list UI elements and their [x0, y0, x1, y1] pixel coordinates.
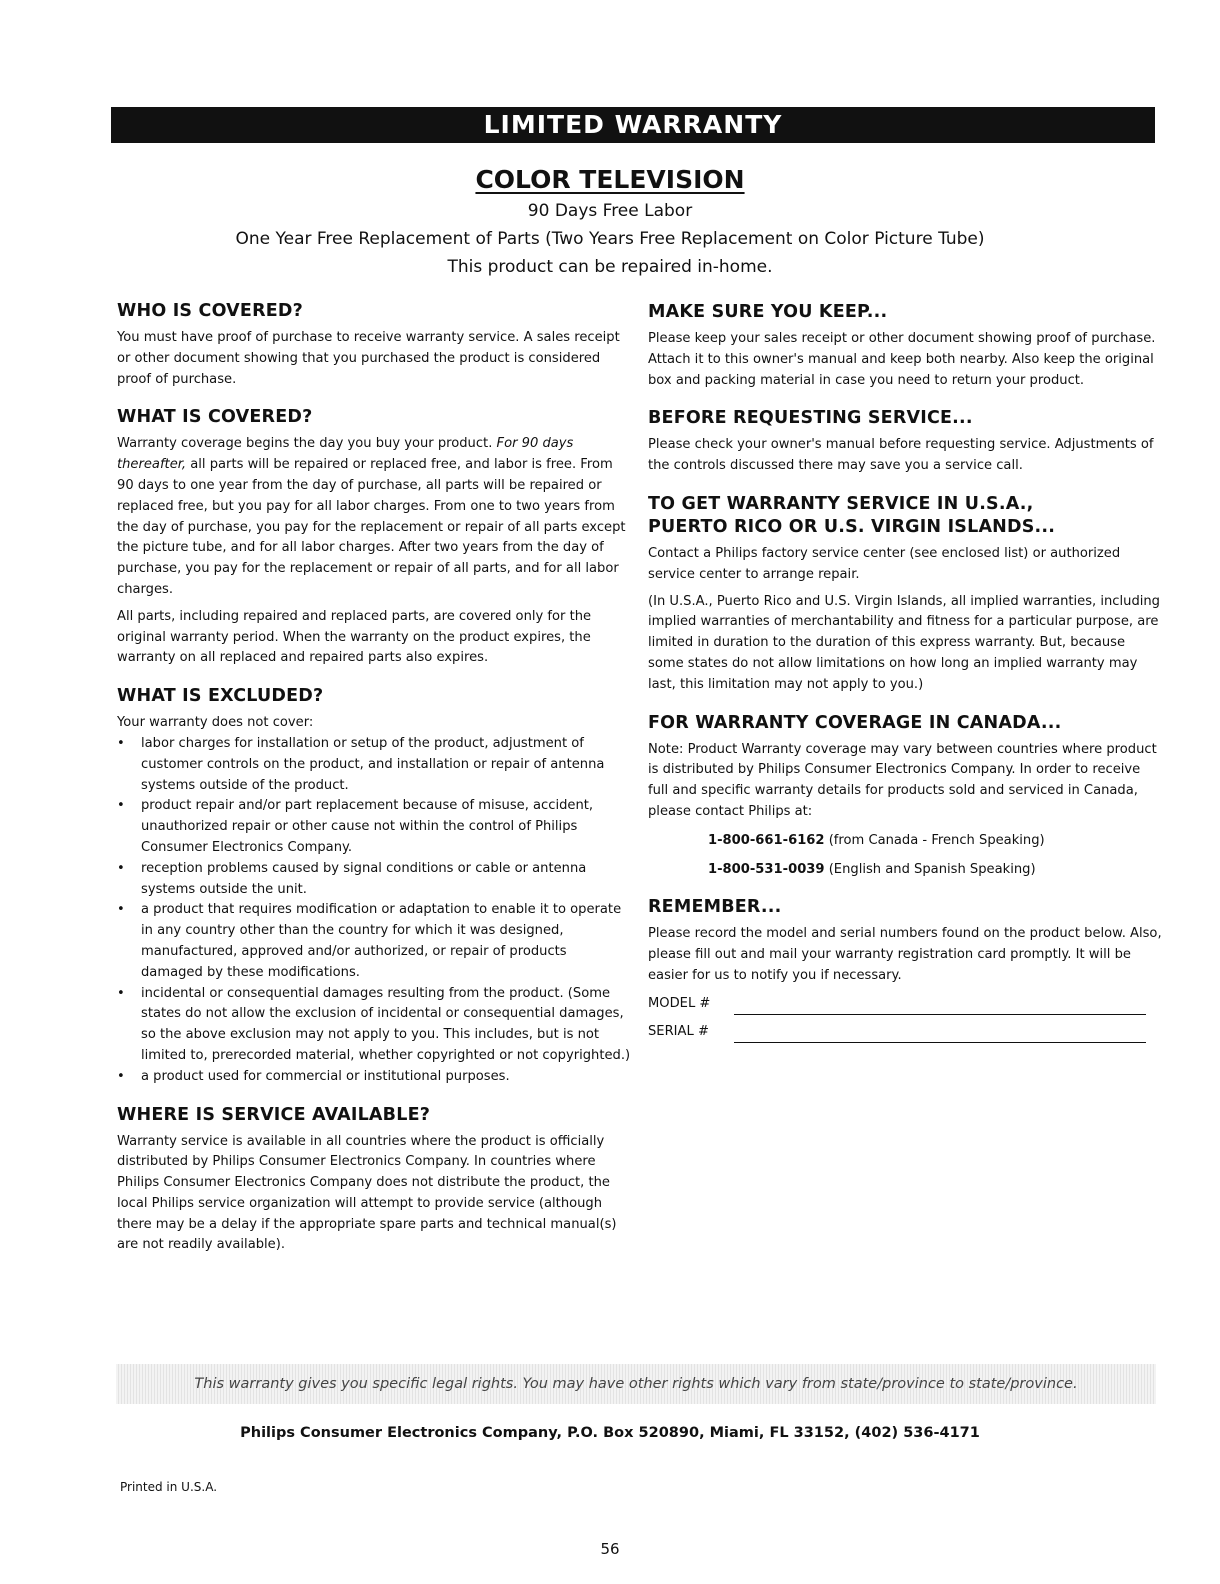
section-heading: WHAT IS COVERED?: [117, 407, 313, 428]
section-body: Warranty service is available in all countries where the product is officially distributed by Philips Consumer Electronics Company. In countries where Philips Consumer Electronics Company does not distribute the product, the local Philips service organization will attempt to provide service (although there may be a delay if the appropriate spare parts and technical manual(s) are not readily available).: [117, 1133, 617, 1253]
section-heading: WHO IS COVERED?: [117, 301, 303, 321]
heading-line: PUERTO RICO OR U.S. VIRGIN ISLANDS...: [648, 516, 1056, 537]
section-body: Contact a Philips factory service center (see enclosed list) or authorized service center to arrange repair.: [648, 545, 1121, 582]
canada-coverage-section: [648, 712, 1163, 881]
section-body: (In U.S.A., Puerto Rico and U.S. Virgin Islands, all implied warranties, including implied warranties of merchantability and fitness for a particular purpose, are limited in duration to the duration of this express warranty. But, because some states do not allow limitations on how long an implied warranty may last, this limitation may not apply to you.): [648, 593, 1160, 692]
list-item: • a product used for commercial or institutional purposes.: [117, 1067, 632, 1088]
section-heading: FOR WARRANTY COVERAGE IN CANADA...: [648, 712, 1062, 733]
subtitle-labor: 90 Days Free Labor: [527, 201, 693, 221]
remember-section: [648, 896, 1163, 1042]
section-body: Please keep your sales receipt or other document showing proof of purchase. Attach it to this owner's manual and keep both nearby. Also keep the original box and packing material in case you need to return your product.: [648, 331, 1156, 388]
warranty-banner: LIMITED WARRANTY: [111, 107, 1155, 143]
list-item: • labor charges for installation or setup of the product, adjustment of customer controls on the product, and installation or repair of antenna systems outside of the product.: [117, 734, 632, 796]
page-number: 56: [600, 1540, 620, 1558]
model-write-line[interactable]: [734, 1000, 1146, 1015]
printed-in-note: Printed in U.S.A.: [120, 1480, 218, 1494]
section-body: All parts, including repaired and replaced parts, are covered only for the original warranty period. When the warranty on the product expires, the warranty on all replaced and repaired parts also expires.: [117, 608, 592, 666]
list-item: • product repair and/or part replacement because of misuse, accident, unauthorized repair or other cause not within the control of Philips Consumer Electronics Company.: [117, 796, 632, 858]
right-column: [648, 301, 1163, 1059]
subtitle-parts: One Year Free Replacement of Parts (Two Years Free Replacement on Color Picture Tube): [235, 229, 985, 249]
section-body: Note: Product Warranty coverage may vary between countries where product is distributed by Philips Consumer Electronics Company. In order to receive full and specific warranty details for products sold and serviced in Canada, please contact Philips at:: [648, 741, 1157, 819]
heading-line: TO GET WARRANTY SERVICE IN U.S.A.,: [648, 493, 1034, 514]
what-is-excluded-section: [117, 685, 632, 1087]
coverage-detail: all parts will be repaired or replaced free, and labor is free. From 90 days to one year from the day of purchase, all parts will be repaired or replaced free, but you pay for all labor charges. From one to two years from the day of purchase, you pay for the replacement or repair of all parts except the picture tube, and for all labor charges. After two years from the day of purchase, you pay for the replacement or repair of all parts, and for all labor charges.: [117, 457, 626, 597]
what-is-covered-section: [117, 406, 632, 669]
where-service-section: [117, 1104, 632, 1257]
section-body: Please check your owner's manual before requesting service. Adjustments of the controls discussed there may save you a service call.: [648, 437, 1154, 474]
model-label: MODEL #: [648, 995, 711, 1011]
section-heading: MAKE SURE YOU KEEP...: [648, 302, 888, 322]
list-item: • reception problems caused by signal conditions or cable or antenna systems outside the unit.: [117, 859, 632, 901]
exclusions-list: [117, 734, 632, 1088]
phone-line-english: [708, 860, 1163, 881]
section-heading: REMEMBER...: [648, 897, 782, 918]
usa-service-section: [648, 493, 1163, 696]
phone-note: (English and Spanish Speaking): [828, 861, 1036, 877]
left-column: [117, 300, 632, 1272]
list-item: • a product that requires modification or adaptation to enable it to operate in any country other than the country for which it was designed, manufactured, approved and/or authorized, or repair of products damaged by these modifications.: [117, 900, 632, 983]
coverage-emphasis: For 90 days thereafter,: [117, 436, 574, 473]
section-body: [117, 434, 632, 600]
subtitle-inhome: This product can be repaired in-home.: [447, 257, 773, 277]
section-heading: [648, 493, 1163, 539]
before-service-section: [648, 407, 1163, 477]
list-item: • incidental or consequential damages resulting from the product. (Some states do not allow the exclusion of incidental or consequential damages, so the above exclusion may not apply to you. This includes, but is not limited to, prerecorded material, whether copyrighted or not copyrighted.): [117, 984, 632, 1067]
section-heading: WHERE IS SERVICE AVAILABLE?: [117, 1104, 431, 1125]
exclusions-intro: Your warranty does not cover:: [117, 715, 314, 731]
who-is-covered-section: [117, 300, 632, 390]
phone-number: 1-800-531-0039: [708, 861, 825, 877]
phone-note: (from Canada - French Speaking): [828, 832, 1045, 848]
phone-line-french: [708, 831, 1163, 852]
section-heading: WHAT IS EXCLUDED?: [117, 686, 324, 707]
page-title: COLOR TELEVISION: [475, 165, 745, 194]
section-body: You must have proof of purchase to receive warranty service. A sales receipt or other document showing that you purchased the product is considered proof of purchase.: [117, 330, 620, 387]
serial-number-field[interactable]: [648, 1021, 1163, 1043]
coverage-lead: Warranty coverage begins the day you buy your product.: [117, 436, 493, 452]
make-sure-keep-section: [648, 301, 1163, 391]
legal-rights-notice: This warranty gives you specific legal rights. You may have other rights which vary from state/province to state/province.: [116, 1364, 1156, 1404]
section-body: Please record the model and serial numbers found on the product below. Also, please fill out and mail your warranty registration card promptly. It will be easier for us to notify you if necessary.: [648, 926, 1162, 983]
model-number-field[interactable]: [648, 993, 1163, 1015]
serial-write-line[interactable]: [734, 1028, 1146, 1043]
serial-label: SERIAL #: [648, 1023, 709, 1039]
phone-number: 1-800-661-6162: [708, 832, 825, 848]
section-heading: BEFORE REQUESTING SERVICE...: [648, 408, 973, 429]
company-address: Philips Consumer Electronics Company, P.O. Box 520890, Miami, FL 33152, (402) 536-4171: [240, 1425, 980, 1441]
